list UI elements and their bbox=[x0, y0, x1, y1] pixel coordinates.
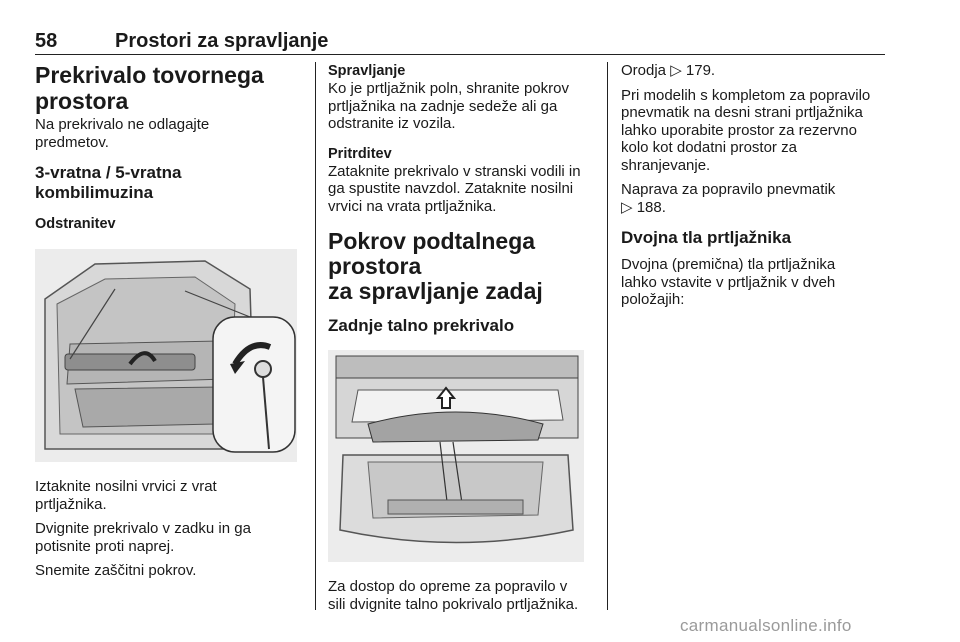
caption-text: Za dostop do opreme za popravilo v sili dvignite talno pokrivalo prtljažnika. bbox=[328, 578, 579, 613]
column-right bbox=[621, 62, 891, 309]
page-number: 58 bbox=[35, 30, 58, 52]
fit-text: Zataknite prekrivalo v stranski vodili in ga spustite navzdol. Zataknite nosilni vrvici na vrata prtljažnika. bbox=[328, 162, 581, 215]
section-title: Prekrivalo tovornega prostora bbox=[35, 62, 264, 114]
sub-heading: Dvojna tla prtljažnika bbox=[621, 228, 792, 247]
store-heading: Spravljanje bbox=[328, 63, 406, 79]
body-text: Pri modelih s kompletom za popravilo pnevmatik na desni strani prtljažnika lahko uporabite prostor za rezervno kolo kot dodatni prostor za shranjevanje. bbox=[621, 86, 871, 174]
intro-text: Na prekrivalo ne odlagajte predmetov. bbox=[35, 116, 210, 151]
chapter-title: Prostori za spravljanje bbox=[115, 30, 329, 52]
rear-floor-cover-illustration bbox=[328, 350, 584, 562]
sub-heading: Zadnje talno prekrivalo bbox=[328, 316, 515, 335]
reference-text: Orodja ▷ 179. bbox=[621, 62, 716, 79]
instruction-text: Dvignite prekrivalo v zadku in ga potisnite proti naprej. bbox=[35, 520, 251, 555]
instruction-text: Iztaknite nosilni vrvici z vrat prtljažnika. bbox=[35, 478, 217, 513]
page-header bbox=[35, 30, 885, 55]
fit-heading: Pritrditev bbox=[328, 145, 392, 162]
sub-heading: 3-vratna / 5-vratna kombilimuzina bbox=[35, 163, 182, 202]
column-middle bbox=[328, 62, 593, 613]
column-left bbox=[35, 62, 303, 580]
column-divider bbox=[607, 62, 608, 610]
watermark: carmanualsonline.info bbox=[680, 616, 852, 635]
instruction-text: Snemite zaščitni pokrov. bbox=[35, 562, 197, 579]
body-text: Naprava za popravilo pnevmatik ▷ 188. bbox=[621, 181, 836, 216]
cargo-cover-illustration bbox=[35, 249, 297, 462]
step-heading: Odstranitev bbox=[35, 216, 116, 232]
column-divider bbox=[315, 62, 316, 610]
store-text: Ko je prtljažnik poln, shranite pokrov prtljažnika na zadnje sedeže ali ga odstranite iz vozila. bbox=[328, 80, 569, 132]
section-title: Pokrov podtalnega prostora za spravljanje zadaj bbox=[328, 228, 543, 304]
body-text: Dvojna (premična) tla prtljažnika lahko vstavite v prtljažnik v dveh položajih: bbox=[621, 256, 836, 308]
